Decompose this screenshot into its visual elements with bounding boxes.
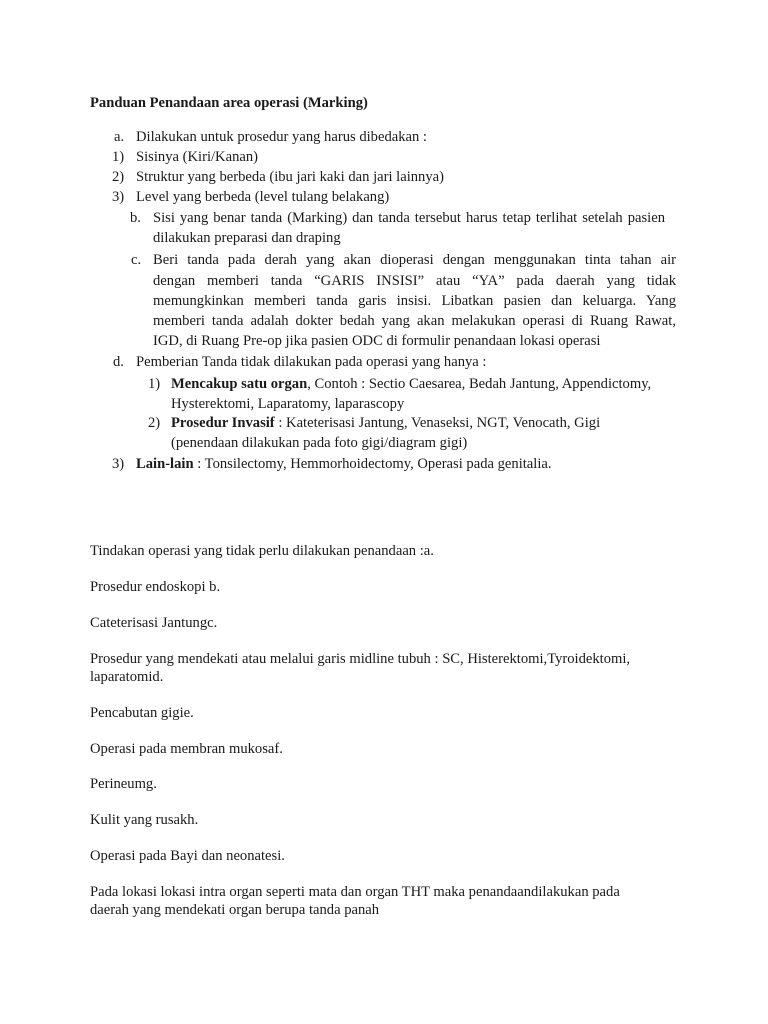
- section-a-item-1: Sisinya (Kiri/Kanan): [136, 149, 258, 165]
- paragraph-4-line-1: Prosedur yang mendekati atau melalui garis midline tubuh : SC, Histerektomi,Tyroidektomi,: [90, 651, 631, 667]
- list-marker-d-1: 1): [148, 376, 161, 392]
- paragraph-10-line-1: Pada lokasi lokasi intra organ seperti mata dan organ THT maka penandaandilakukan pada: [90, 884, 620, 900]
- paragraph-7: Perineumg.: [90, 776, 157, 792]
- section-d-item-1-cont: Hysterektomi, Laparatomy, laparascopy: [171, 396, 405, 412]
- section-a-item-3: Level yang berbeda (level tulang belakang): [136, 189, 390, 205]
- paragraph-2: Prosedur endoskopi b.: [90, 579, 221, 595]
- list-marker-a-2: 2): [112, 169, 125, 185]
- list-marker-b: b.: [130, 210, 141, 226]
- section-d-item-1: [171, 374, 651, 394]
- section-d-text: Pemberian Tanda tidak dilakukan pada operasi yang hanya :: [136, 354, 487, 370]
- section-b-line-2: dilakukan preparasi dan draping: [153, 230, 341, 246]
- section-d-item-2-cont: (penendaan dilakukan pada foto gigi/diagram gigi): [171, 435, 468, 451]
- section-d-item-3: [136, 454, 552, 474]
- section-c-line-4: memberi tanda adalah dokter bedah yang akan melakukan operasi di Ruang Rawat,: [153, 313, 676, 329]
- section-d-item-2-rest: : Kateterisasi Jantung, Venaseksi, NGT, Venocath, Gigi: [274, 415, 601, 431]
- paragraph-9: Operasi pada Bayi dan neonatesi.: [90, 848, 285, 864]
- section-d-item-2: [171, 413, 600, 433]
- section-c-line-1: Beri tanda pada derah yang akan dioperasi dengan menggunakan tinta tahan air: [153, 252, 676, 268]
- section-c-line-3: memungkinkan memberi tanda garis insisi. Libatkan pasien dan keluarga. Yang: [153, 293, 676, 309]
- list-marker-d-2: 2): [148, 415, 161, 431]
- list-marker-d: d.: [113, 354, 124, 370]
- list-marker-c: c.: [131, 252, 142, 268]
- paragraph-3: Cateterisasi Jantungc.: [90, 615, 218, 631]
- list-marker-d-3: 3): [112, 456, 125, 472]
- section-a-text: Dilakukan untuk prosedur yang harus dibedakan :: [136, 129, 427, 145]
- paragraph-5: Pencabutan gigie.: [90, 705, 194, 721]
- paragraph-6: Operasi pada membran mukosaf.: [90, 741, 283, 757]
- list-marker-a: a.: [114, 129, 125, 145]
- section-d-item-1-rest: , Contoh : Sectio Caesarea, Bedah Jantung, Appendictomy,: [307, 376, 652, 392]
- section-d-item-1-label: Mencakup satu organ: [171, 376, 308, 392]
- paragraph-10-line-2: daerah yang mendekati organ berupa tanda panah: [90, 902, 380, 918]
- section-c-line-2: dengan memberi tanda “GARIS INSISI” atau “YA” pada daerah yang tidak: [153, 273, 676, 289]
- paragraph-1: Tindakan operasi yang tidak perlu dilakukan penandaan :a.: [90, 543, 434, 559]
- section-c-line-5: IGD, di Ruang Pre-op jika pasien ODC di formulir penandaan lokasi operasi: [153, 333, 601, 349]
- section-a-item-2: Struktur yang berbeda (ibu jari kaki dan jari lainnya): [136, 169, 444, 185]
- paragraph-8: Kulit yang rusakh.: [90, 812, 199, 828]
- list-marker-a-1: 1): [112, 149, 125, 165]
- section-d-item-3-label: Lain-lain: [136, 456, 194, 472]
- section-d-item-3-rest: : Tonsilectomy, Hemmorhoidectomy, Operasi pada genitalia.: [193, 456, 552, 472]
- section-d-item-2-label: Prosedur Invasif: [171, 415, 275, 431]
- section-b-line-1: Sisi yang benar tanda (Marking) dan tanda tersebut harus tetap terlihat setelah pasien: [153, 210, 665, 226]
- paragraph-4-line-2: laparatomid.: [90, 669, 164, 685]
- document-title: Panduan Penandaan area operasi (Marking): [90, 95, 368, 111]
- list-marker-a-3: 3): [112, 189, 125, 205]
